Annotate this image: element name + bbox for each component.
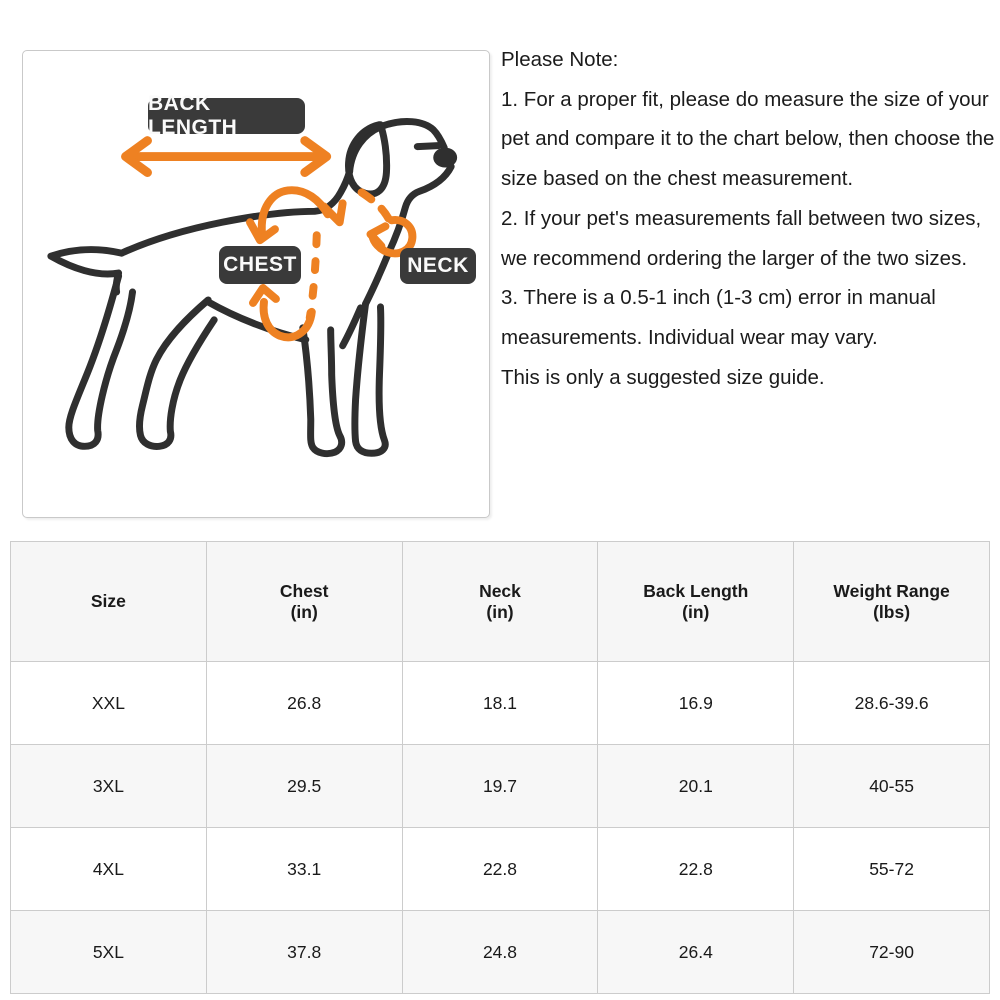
- note-line: 2. If your pet's measurements fall between two sizes,: [501, 206, 982, 230]
- notes-section: [501, 40, 999, 397]
- weight-cell: 72-90: [794, 911, 990, 994]
- weight-cell: 28.6-39.6: [794, 662, 990, 745]
- back-length-badge-label: BACK LENGTH: [148, 92, 238, 139]
- note-line: Please Note:: [501, 48, 619, 71]
- column-header-label: Weight Range: [833, 580, 950, 601]
- table-row-4xl: [11, 828, 990, 911]
- column-header-chest: [206, 542, 402, 662]
- neck-badge: [400, 248, 476, 284]
- neck-cell: 24.8: [402, 911, 598, 994]
- chest-cell: 37.8: [206, 911, 402, 994]
- note-line: measurements. Individual wear may vary.: [501, 325, 878, 349]
- back-length-cell: 16.9: [598, 662, 794, 745]
- back-length-arrow: [126, 141, 327, 173]
- note-line: 3. There is a 0.5-1 inch (1-3 cm) error in manual: [501, 286, 936, 310]
- table-row-5xl: [11, 911, 990, 994]
- chest-badge: [219, 246, 301, 284]
- column-header-label: Size: [90, 591, 126, 611]
- column-header-unit: (in): [682, 601, 710, 622]
- size-cell: 5XL: [11, 911, 207, 994]
- size-chart-table: [10, 541, 990, 994]
- column-header-back-length: [598, 542, 794, 662]
- column-header-size: [11, 542, 207, 662]
- chest-cell: 33.1: [206, 828, 402, 911]
- neck-cell: 22.8: [402, 828, 598, 911]
- column-header-unit: (in): [290, 601, 318, 622]
- column-header-label: Back Length: [643, 580, 749, 601]
- back-length-cell: 20.1: [598, 745, 794, 828]
- chest-badge-label: CHEST: [223, 253, 297, 276]
- measurement-diagram-panel: [22, 50, 490, 518]
- note-line: 1. For a proper fit, please do measure the size of your: [501, 87, 989, 111]
- weight-cell: 40-55: [794, 745, 990, 828]
- column-header-unit: (in): [486, 601, 514, 622]
- chest-cell: 26.8: [206, 662, 402, 745]
- column-header-weight-range: [794, 542, 990, 662]
- note-line: size based on the chest measurement.: [501, 167, 854, 191]
- back-length-cell: 22.8: [598, 828, 794, 911]
- weight-cell: 55-72: [794, 828, 990, 911]
- column-header-label: Neck: [479, 580, 521, 601]
- back-length-badge: [148, 92, 305, 139]
- size-cell: 4XL: [11, 828, 207, 911]
- back-length-cell: 26.4: [598, 911, 794, 994]
- note-line: we recommend ordering the larger of the two sizes.: [501, 246, 968, 270]
- dog-outline: [51, 121, 451, 453]
- note-line: This is only a suggested size guide.: [501, 365, 825, 389]
- neck-cell: 19.7: [402, 745, 598, 828]
- chest-cell: 29.5: [206, 745, 402, 828]
- dog-nose: [433, 148, 457, 168]
- table-row-3xl: [11, 745, 990, 828]
- size-chart-header-row: [11, 542, 990, 662]
- size-cell: 3XL: [11, 745, 207, 828]
- neck-badge-label: NECK: [407, 254, 469, 277]
- neck-cell: 18.1: [402, 662, 598, 745]
- column-header-label: Chest: [279, 580, 329, 601]
- table-row-xxl: [11, 662, 990, 745]
- size-cell: XXL: [11, 662, 207, 745]
- column-header-neck: [402, 542, 598, 662]
- note-line: pet and compare it to the chart below, then choose the: [501, 127, 995, 151]
- column-header-unit: (lbs): [873, 601, 911, 622]
